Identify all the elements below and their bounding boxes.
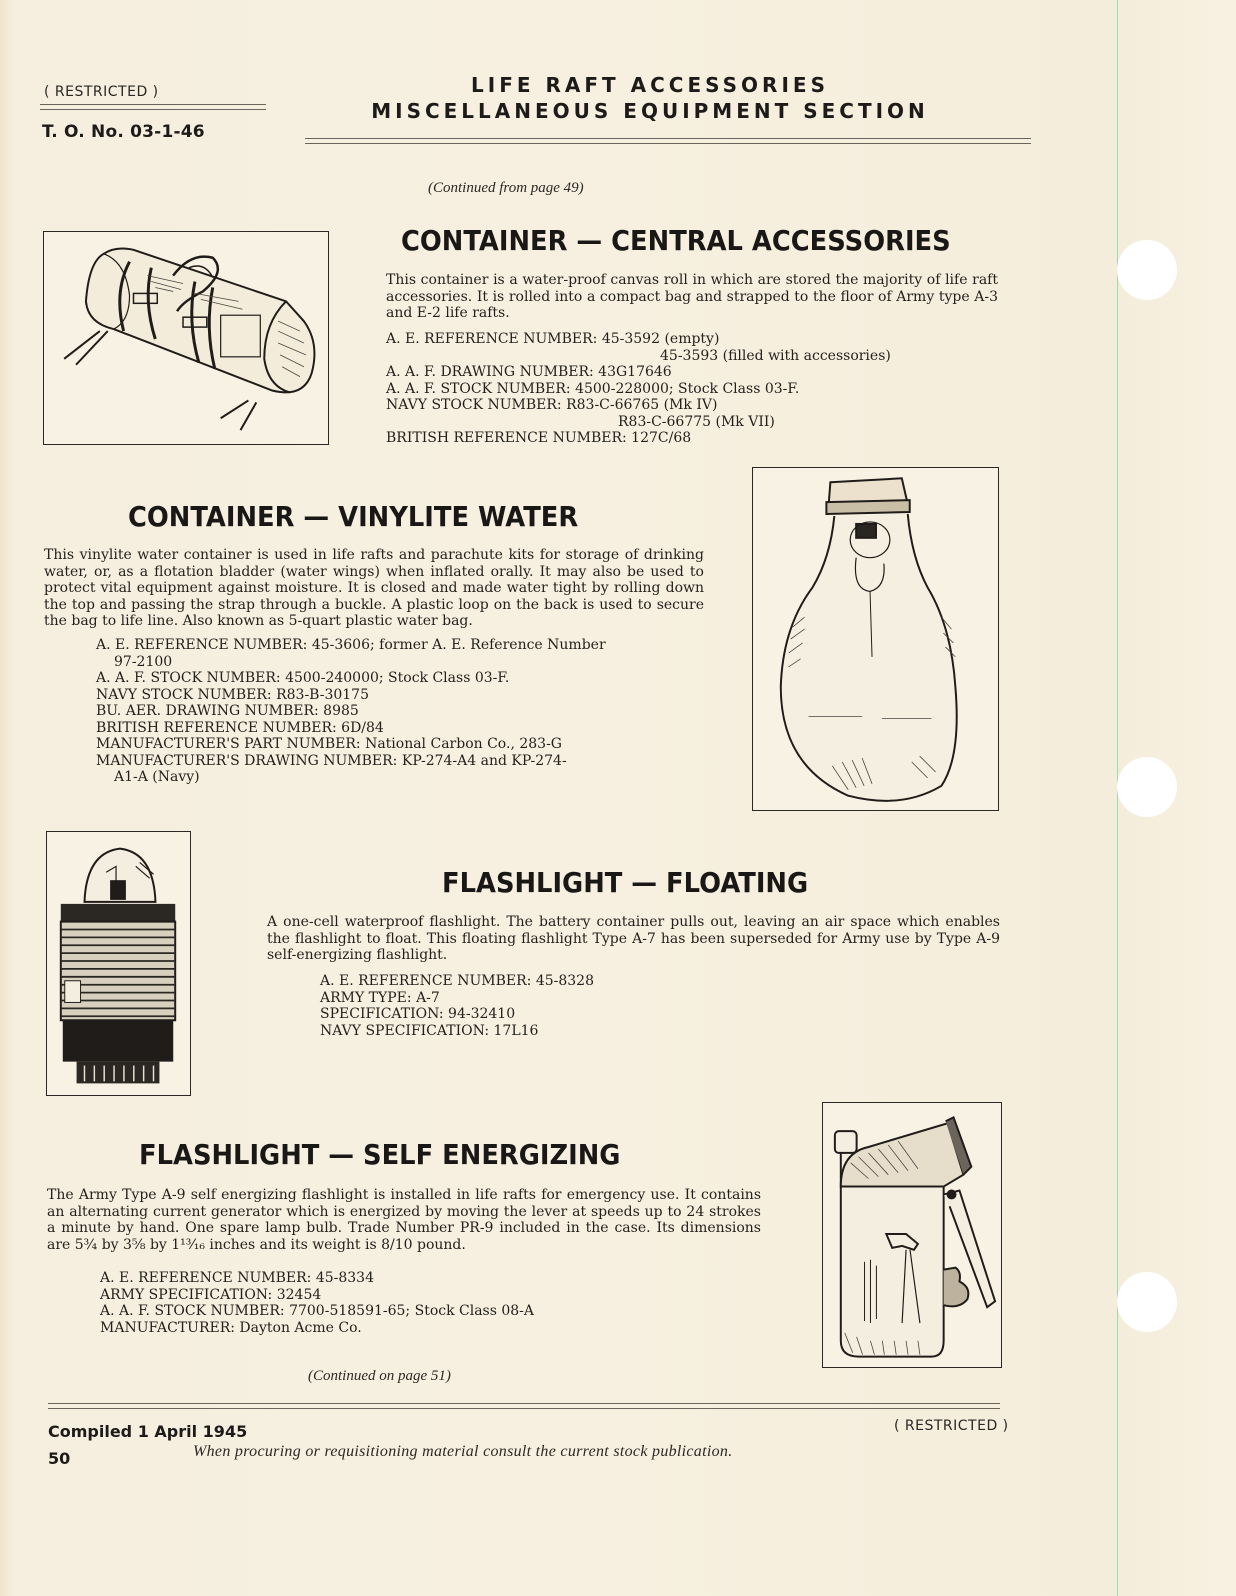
description-vinylite-water: This vinylite water container is used in life rafts and parachute kits for storage of drinking water, or, as a flotation bladder (water wings) when inflated orally. It may also be used to protect vital equipment against moisture. It is closed and made water tight by rolling down the top and passing the strap through a buckle. A plastic loop on the back is used to secure the bag to life line. Also known as 5-quart plastic water bag. bbox=[44, 547, 704, 629]
spec-ae-reference-former: 97-2100 bbox=[114, 653, 173, 670]
page-number: 50 bbox=[48, 1449, 71, 1468]
punch-hole-bottom bbox=[1117, 1272, 1177, 1332]
specs-self-energizing bbox=[100, 1270, 534, 1336]
spec-aaf-stock: A. A. F. STOCK NUMBER: 7700-518591-65; Stock Class 08-A bbox=[100, 1303, 535, 1319]
spec-manufacturer-part: MANUFACTURER'S PART NUMBER: National Carbon Co., 283-G bbox=[96, 736, 562, 752]
floating-flashlight-illustration bbox=[46, 831, 191, 1096]
spec-navy-stock-mk7: R83-C-66775 (Mk VII) bbox=[618, 413, 775, 430]
header-rule-left bbox=[40, 104, 266, 110]
canvas-roll-container-illustration bbox=[43, 231, 329, 445]
restricted-label-bottom: ( RESTRICTED ) bbox=[894, 1418, 1009, 1434]
spec-army-specification: ARMY SPECIFICATION: 32454 bbox=[100, 1286, 322, 1303]
vinylite-water-bag-illustration bbox=[752, 467, 999, 811]
specs-central-accessories bbox=[386, 331, 891, 447]
spec-aaf-stock: A. A. F. STOCK NUMBER: 4500-240000; Stock Class 03-F. bbox=[96, 670, 510, 686]
specs-vinylite-water bbox=[96, 637, 704, 786]
self-energizing-flashlight-illustration bbox=[822, 1102, 1002, 1368]
spec-navy-stock: NAVY STOCK NUMBER: R83-B-30175 bbox=[96, 686, 369, 703]
description-self-energizing: The Army Type A-9 self energizing flashlight is installed in life rafts for emergency use. It contains an alternating current generator which is energized by moving the lever at speeds up to 24 strokes a minute by hand. One spare lamp bulb. Trade Number PR-9 included in the case. Its dimensions are 5¾ by 3⅝ by 1¹³⁄₁₆ inches and its weight is 8/10 pound. bbox=[47, 1187, 761, 1253]
spec-ae-reference: A. E. REFERENCE NUMBER: 45-8328 bbox=[320, 973, 594, 989]
spec-army-type: ARMY TYPE: A-7 bbox=[320, 989, 440, 1006]
section-title-flashlight-floating: FLASHLIGHT — FLOATING bbox=[442, 866, 809, 899]
document-title bbox=[330, 72, 970, 124]
spec-manufacturer-drawing-cont: A1-A (Navy) bbox=[114, 769, 200, 785]
spec-aaf-drawing: A. A. F. DRAWING NUMBER: 43G17646 bbox=[386, 364, 672, 380]
water-bag-icon bbox=[753, 468, 998, 810]
canvas-roll-icon bbox=[44, 232, 328, 444]
spec-aaf-stock: A. A. F. STOCK NUMBER: 4500-228000; Stock Class 03-F. bbox=[386, 380, 800, 397]
punch-hole-top bbox=[1117, 240, 1177, 300]
spec-manufacturer: MANUFACTURER: Dayton Acme Co. bbox=[100, 1319, 362, 1336]
description-flashlight-floating: A one-cell waterproof flashlight. The battery container pulls out, leaving an air space which enables the flashlight to float. This floating flashlight Type A-7 has been superseded for Army use by Type A-9 self-energizing flashlight. bbox=[267, 914, 1000, 963]
stock-publication-note: When procuring or requisitioning material consult the current stock publication. bbox=[193, 1443, 733, 1460]
spec-ae-reference-filled: 45-3593 (filled with accessories) bbox=[660, 347, 891, 364]
section-title-self-energizing: FLASHLIGHT — SELF ENERGIZING bbox=[139, 1138, 621, 1171]
self-energizing-flashlight-icon bbox=[823, 1103, 1001, 1367]
spec-ae-reference: A. E. REFERENCE NUMBER: 45-8334 bbox=[100, 1270, 374, 1286]
continued-on-note: (Continued on page 51) bbox=[308, 1368, 451, 1384]
compiled-date: Compiled 1 April 1945 bbox=[48, 1422, 248, 1441]
specs-flashlight-floating bbox=[320, 973, 594, 1039]
spec-navy-stock: NAVY STOCK NUMBER: R83-C-66765 (Mk IV) bbox=[386, 397, 718, 413]
footer-rule bbox=[48, 1403, 1000, 1409]
technical-order-number: T. O. No. 03-1-46 bbox=[42, 122, 205, 142]
spec-ae-reference: A. E. REFERENCE NUMBER: 45-3606; former A. E. Reference Number bbox=[96, 637, 606, 653]
page-margin-line bbox=[1117, 0, 1118, 1596]
header-rule-right bbox=[305, 138, 1031, 144]
spec-british-reference: BRITISH REFERENCE NUMBER: 6D/84 bbox=[96, 719, 384, 736]
spec-buaer-drawing: BU. AER. DRAWING NUMBER: 8985 bbox=[96, 703, 359, 719]
spec-british-reference: BRITISH REFERENCE NUMBER: 127C/68 bbox=[386, 430, 692, 446]
continued-from-note: (Continued from page 49) bbox=[428, 180, 584, 196]
spec-navy-specification: NAVY SPECIFICATION: 17L16 bbox=[320, 1022, 539, 1039]
floating-flashlight-icon bbox=[47, 832, 190, 1095]
spec-manufacturer-drawing: MANUFACTURER'S DRAWING NUMBER: KP-274-A4 and KP-274- bbox=[96, 752, 567, 769]
title-line-2: MISCELLANEOUS EQUIPMENT SECTION bbox=[371, 99, 929, 123]
section-title-vinylite-water: CONTAINER — VINYLITE WATER bbox=[128, 500, 579, 533]
title-line-1: LIFE RAFT ACCESSORIES bbox=[471, 73, 829, 97]
restricted-label-top: ( RESTRICTED ) bbox=[44, 84, 159, 100]
description-central-accessories: This container is a water-proof canvas roll in which are stored the majority of life raft accessories. It is rolled into a compact bag and strapped to the floor of Army type A-3 and E-2 life rafts. bbox=[386, 272, 998, 321]
spec-ae-reference: A. E. REFERENCE NUMBER: 45-3592 (empty) bbox=[386, 331, 720, 347]
punch-hole-middle bbox=[1117, 757, 1177, 817]
section-title-central-accessories: CONTAINER — CENTRAL ACCESSORIES bbox=[401, 224, 951, 257]
spec-specification: SPECIFICATION: 94-32410 bbox=[320, 1006, 516, 1022]
